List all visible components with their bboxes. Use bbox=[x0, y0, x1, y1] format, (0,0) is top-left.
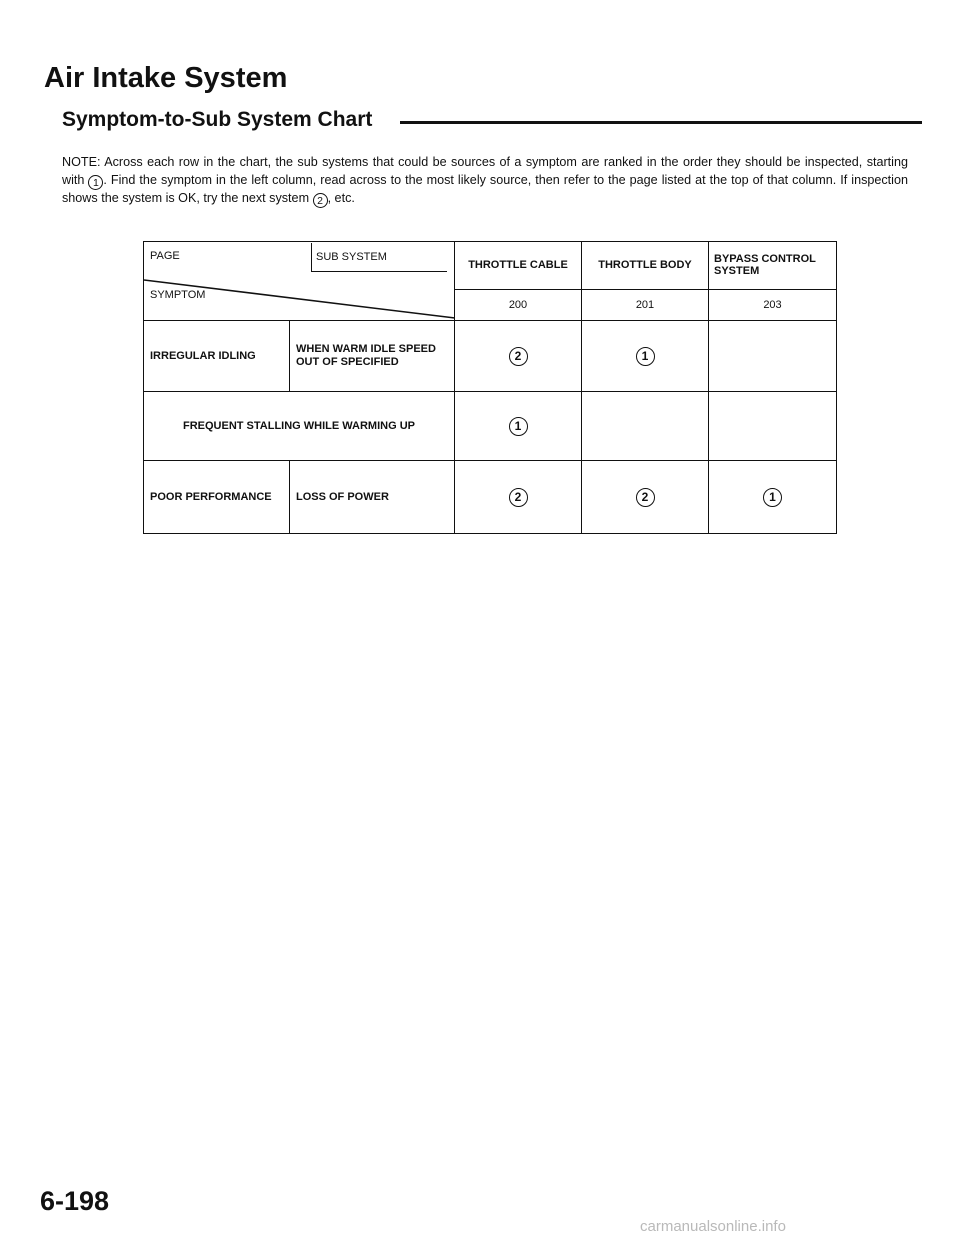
watermark: carmanualsonline.info bbox=[640, 1218, 786, 1235]
rank-cell-empty bbox=[582, 392, 709, 461]
rank-cell-empty bbox=[709, 392, 837, 461]
chart-corner-header bbox=[144, 242, 455, 321]
symptom-detail-cell: LOSS OF POWER bbox=[290, 461, 455, 534]
page-number: 6-198 bbox=[40, 1186, 110, 1216]
page-label: PAGE bbox=[150, 250, 180, 262]
col-page-throttle-body: 201 bbox=[582, 289, 709, 320]
col-header-throttle-body: THROTTLE BODY bbox=[582, 242, 709, 290]
col-header-bypass-control: BYPASS CONTROL SYSTEM bbox=[709, 242, 837, 290]
rank-cell bbox=[709, 461, 837, 534]
col-header-throttle-cable: THROTTLE CABLE bbox=[455, 242, 582, 290]
symptom-cell: POOR PERFORMANCE bbox=[144, 461, 290, 534]
rank-cell-empty bbox=[709, 321, 837, 392]
note-text-1: NOTE: Across each row in the chart, the sub systems that could be sources of a symptom are ranked in the order they should be inspected, starting with bbox=[62, 155, 908, 187]
page-title: Air Intake System bbox=[44, 62, 288, 94]
diagonal-divider bbox=[144, 242, 455, 320]
rank-1-icon: 1 bbox=[763, 488, 782, 507]
col-page-bypass-control: 203 bbox=[709, 289, 837, 320]
col-page-throttle-cable: 200 bbox=[455, 289, 582, 320]
rank-1-icon: 1 bbox=[509, 417, 528, 436]
instruction-note bbox=[62, 154, 908, 208]
rank-2-icon: 2 bbox=[509, 488, 528, 507]
rank-2-icon: 2 bbox=[636, 488, 655, 507]
table-row bbox=[144, 461, 837, 534]
note-text-3: , etc. bbox=[327, 190, 355, 205]
section-heading-row bbox=[62, 104, 922, 136]
rank-2-icon: 2 bbox=[509, 347, 528, 366]
rank-cell bbox=[455, 321, 582, 392]
rank-1-icon: 1 bbox=[636, 347, 655, 366]
table-row bbox=[144, 321, 837, 392]
rank-cell bbox=[582, 321, 709, 392]
symptom-detail-cell: WHEN WARM IDLE SPEED OUT OF SPECIFIED bbox=[290, 321, 455, 392]
note-text-2: . Find the symptom in the left column, read across to the most likely source, then refer to the page listed at the top of that column. If inspection shows the system is OK, try the next system bbox=[62, 172, 908, 205]
heading-rule bbox=[400, 121, 922, 124]
symptom-cell: IRREGULAR IDLING bbox=[144, 321, 290, 392]
symptom-cell: FREQUENT STALLING WHILE WARMING UP bbox=[144, 392, 455, 461]
symptom-label: SYMPTOM bbox=[150, 289, 206, 301]
rank-2-icon: 2 bbox=[313, 193, 328, 208]
table-row bbox=[144, 392, 837, 461]
sub-system-label: SUB SYSTEM bbox=[311, 243, 447, 272]
rank-cell bbox=[582, 461, 709, 534]
rank-cell bbox=[455, 461, 582, 534]
symptom-chart bbox=[143, 241, 837, 534]
section-subtitle: Symptom-to-Sub System Chart bbox=[62, 108, 373, 131]
rank-cell bbox=[455, 392, 582, 461]
rank-1-icon: 1 bbox=[88, 175, 103, 190]
